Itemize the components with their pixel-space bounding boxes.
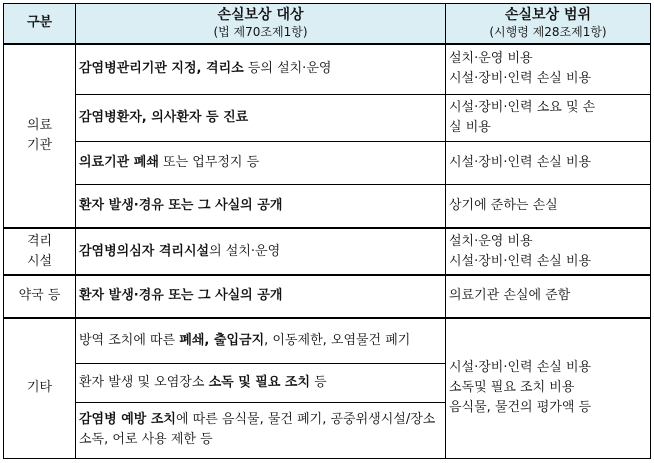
table-row bbox=[4, 185, 651, 228]
target-cell bbox=[76, 94, 446, 141]
range-line: 의료기관 손실에 준함 bbox=[449, 288, 571, 304]
range-cell-other bbox=[446, 318, 651, 459]
range-line: 소독및 필요 조치 비용 bbox=[449, 380, 575, 396]
header-row bbox=[4, 4, 651, 44]
header-target bbox=[76, 4, 446, 44]
header-range-title: 손실보상 범위 bbox=[504, 6, 592, 23]
range-line: 음식물, 물건의 평가액 등 bbox=[449, 400, 592, 416]
header-range bbox=[446, 4, 651, 44]
target-rest: 의 설치·운영 bbox=[209, 243, 281, 259]
target-cell bbox=[76, 44, 446, 94]
other-bold: 감염병 예방 조치 bbox=[79, 412, 176, 428]
range-cell bbox=[446, 44, 651, 94]
group-pharmacy: 약국 등 bbox=[4, 275, 76, 317]
other-pre: 방역 조치에 따른 bbox=[79, 332, 180, 348]
header-category: 구분 bbox=[4, 4, 76, 44]
group-label-line: 기관 bbox=[26, 137, 53, 153]
target-bold: 환자 발생·경유 또는 그 사실의 공개 bbox=[79, 198, 283, 214]
table-row bbox=[4, 275, 651, 317]
other-bold: 폐쇄, 출입금지 bbox=[179, 332, 265, 348]
group-isolation bbox=[4, 228, 76, 275]
target-cell bbox=[76, 402, 446, 458]
group-medical bbox=[4, 44, 76, 228]
range-cell bbox=[446, 228, 651, 275]
other-post: , 이동제한, 오염물건 폐기 bbox=[264, 332, 411, 348]
other-post: 에 따른 음식물, 물건 폐기, 공중위생시설/장소 소독, 어로 사용 제한 등 bbox=[79, 412, 436, 448]
target-bold: 의료기관 폐쇄 bbox=[79, 155, 159, 171]
compensation-table bbox=[3, 3, 651, 459]
table-row bbox=[4, 94, 651, 141]
group-label-line: 격리 bbox=[26, 233, 53, 249]
other-pre: 환자 발생 및 오염장소 bbox=[79, 374, 209, 390]
table-row bbox=[4, 44, 651, 94]
header-range-sub: (시행령 제28조제1항) bbox=[489, 24, 607, 39]
range-line: 시설·장비·인력 손실 비용 bbox=[449, 71, 592, 87]
range-line: 설치·운영 비용 bbox=[449, 233, 533, 249]
header-target-title: 손실보상 대상 bbox=[217, 6, 304, 23]
range-line: 상기에 준하는 손실 bbox=[449, 198, 558, 214]
target-cell bbox=[76, 185, 446, 228]
range-line: 시설·장비·인력 손실 비용 bbox=[449, 253, 592, 269]
range-cell bbox=[446, 185, 651, 228]
other-bold: 소독 및 필요 조치 bbox=[208, 374, 311, 390]
group-isolation-label bbox=[7, 232, 72, 272]
target-bold: 감염병관리기관 지정, 격리소 bbox=[79, 61, 244, 77]
other-post: 등 bbox=[310, 374, 327, 390]
target-cell bbox=[76, 364, 446, 402]
group-label-line: 시설 bbox=[26, 253, 53, 269]
group-medical-label bbox=[7, 116, 72, 156]
range-line: 실 비용 bbox=[449, 119, 491, 135]
group-label-line: 의료 bbox=[26, 117, 53, 133]
target-rest: 등의 설치·운영 bbox=[243, 61, 332, 77]
target-bold: 환자 발생·경유 또는 그 사실의 공개 bbox=[79, 288, 283, 304]
target-cell bbox=[76, 275, 446, 317]
target-cell bbox=[76, 141, 446, 184]
target-rest: 또는 업무정지 등 bbox=[158, 155, 260, 171]
target-bold: 감염병의심자 격리시설 bbox=[79, 243, 210, 259]
group-other: 기타 bbox=[4, 318, 76, 459]
range-line: 설치·운영 비용 bbox=[449, 51, 533, 67]
target-cell bbox=[76, 318, 446, 364]
table-row bbox=[4, 228, 651, 275]
target-bold: 감염병환자, 의사환자 등 진료 bbox=[79, 109, 249, 125]
range-line: 시설·장비·인력 손실 비용 bbox=[449, 155, 592, 171]
table-row bbox=[4, 141, 651, 184]
range-cell bbox=[446, 141, 651, 184]
range-cell bbox=[446, 94, 651, 141]
table-row bbox=[4, 318, 651, 364]
header-target-sub: (법 제70조제1항) bbox=[213, 24, 308, 39]
target-cell bbox=[76, 228, 446, 275]
range-cell bbox=[446, 275, 651, 317]
range-line: 시설·장비·인력 소요 및 손 bbox=[449, 99, 596, 115]
range-line: 시설·장비·인력 손실 비용 bbox=[449, 360, 592, 376]
